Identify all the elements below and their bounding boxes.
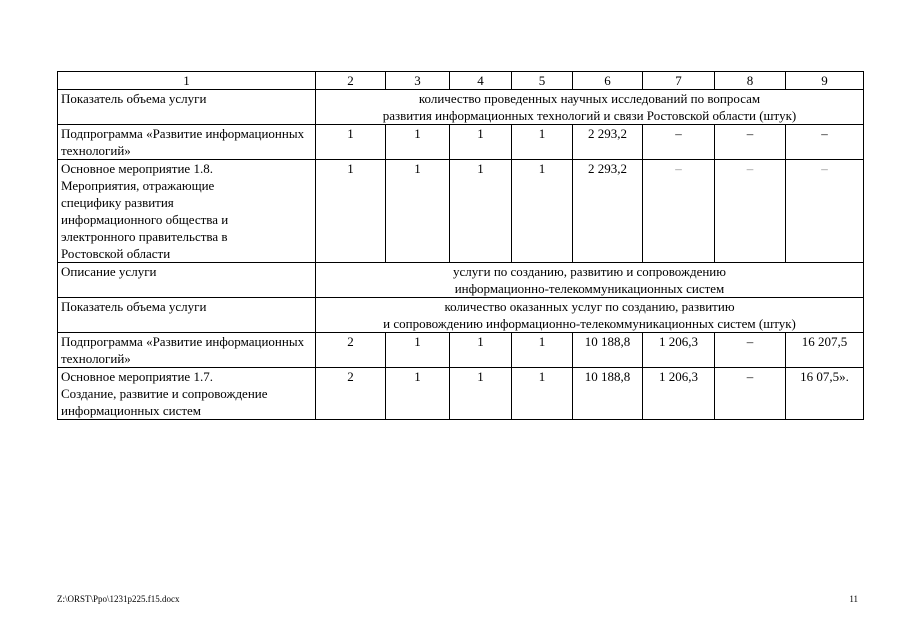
- label-line: Ростовской области: [61, 246, 171, 261]
- header-cell: 7: [643, 72, 715, 90]
- label-line: информационных систем: [61, 403, 202, 418]
- merged-description: [316, 263, 864, 298]
- value-cell: 1: [512, 160, 573, 263]
- header-cell: 2: [316, 72, 386, 90]
- value-cell: 2: [316, 333, 386, 368]
- header-cell: 8: [715, 72, 786, 90]
- services-table: [57, 71, 864, 420]
- value-cell: 16 207,5: [786, 333, 864, 368]
- row-label: [58, 160, 316, 263]
- value-cell: 10 188,8: [573, 368, 643, 420]
- value-cell: –: [643, 160, 715, 263]
- description-line: и сопровождению информационно-телекоммуникационных систем (штук): [383, 316, 796, 331]
- value-cell: 1: [450, 125, 512, 160]
- header-cell: 4: [450, 72, 512, 90]
- table-row: [58, 333, 864, 368]
- label-line: электронного правительства в: [61, 229, 228, 244]
- value-cell: 2: [316, 368, 386, 420]
- value-cell: 1: [386, 160, 450, 263]
- value-cell: 1: [450, 160, 512, 263]
- value-cell: –: [715, 160, 786, 263]
- row-label: Подпрограмма «Развитие информационных технологий»: [58, 125, 316, 160]
- label-line: Основное мероприятие 1.7.: [61, 369, 213, 384]
- value-cell: 1 206,3: [643, 333, 715, 368]
- row-label: Показатель объема услуги: [58, 90, 316, 125]
- value-cell: 1: [386, 368, 450, 420]
- table-row: [58, 263, 864, 298]
- label-line: Основное мероприятие 1.8.: [61, 161, 213, 176]
- description-line: услуги по созданию, развитию и сопровождению: [453, 264, 726, 279]
- merged-description: [316, 298, 864, 333]
- value-cell: –: [786, 160, 864, 263]
- value-cell: –: [715, 125, 786, 160]
- row-label: [58, 368, 316, 420]
- value-cell: –: [715, 333, 786, 368]
- header-cell: 1: [58, 72, 316, 90]
- value-cell: 2 293,2: [573, 160, 643, 263]
- header-row: [58, 72, 864, 90]
- table-row: [58, 298, 864, 333]
- table-row: [58, 125, 864, 160]
- label-line: информационного общества и: [61, 212, 229, 227]
- value-cell: –: [715, 368, 786, 420]
- value-cell: 1: [512, 368, 573, 420]
- description-line: количество оказанных услуг по созданию, развитию: [444, 299, 735, 314]
- label-line: Мероприятия, отражающие: [61, 178, 215, 193]
- row-label: Показатель объема услуги: [58, 298, 316, 333]
- header-cell: 6: [573, 72, 643, 90]
- merged-description: [316, 90, 864, 125]
- value-cell: 1: [512, 125, 573, 160]
- label-line: специфику развития: [61, 195, 174, 210]
- header-cell: 9: [786, 72, 864, 90]
- description-line: количество проведенных научных исследований по вопросам: [418, 91, 761, 106]
- row-label: Описание услуги: [58, 263, 316, 298]
- label-line: Создание, развитие и сопровождение: [61, 386, 268, 401]
- value-cell: 1: [386, 333, 450, 368]
- value-cell: 1: [316, 160, 386, 263]
- value-cell: 16 07,5».: [786, 368, 864, 420]
- value-cell: –: [786, 125, 864, 160]
- header-cell: 5: [512, 72, 573, 90]
- value-cell: 1 206,3: [643, 368, 715, 420]
- description-line: информационно-телекоммуникационных систем: [454, 281, 725, 296]
- value-cell: 1: [386, 125, 450, 160]
- value-cell: 1: [450, 368, 512, 420]
- row-label: Подпрограмма «Развитие информационных технологий»: [58, 333, 316, 368]
- value-cell: 1: [316, 125, 386, 160]
- value-cell: 1: [450, 333, 512, 368]
- table-row: [58, 368, 864, 420]
- value-cell: 2 293,2: [573, 125, 643, 160]
- footer-file-path: Z:\ORST\Ppo\1231p225.f15.docx: [57, 594, 180, 604]
- table-row: [58, 160, 864, 263]
- value-cell: 1: [512, 333, 573, 368]
- header-cell: 3: [386, 72, 450, 90]
- description-line: развития информационных технологий и связи Ростовской области (штук): [382, 108, 797, 123]
- value-cell: –: [643, 125, 715, 160]
- footer-page-number: 11: [849, 594, 858, 604]
- value-cell: 10 188,8: [573, 333, 643, 368]
- table-row: [58, 90, 864, 125]
